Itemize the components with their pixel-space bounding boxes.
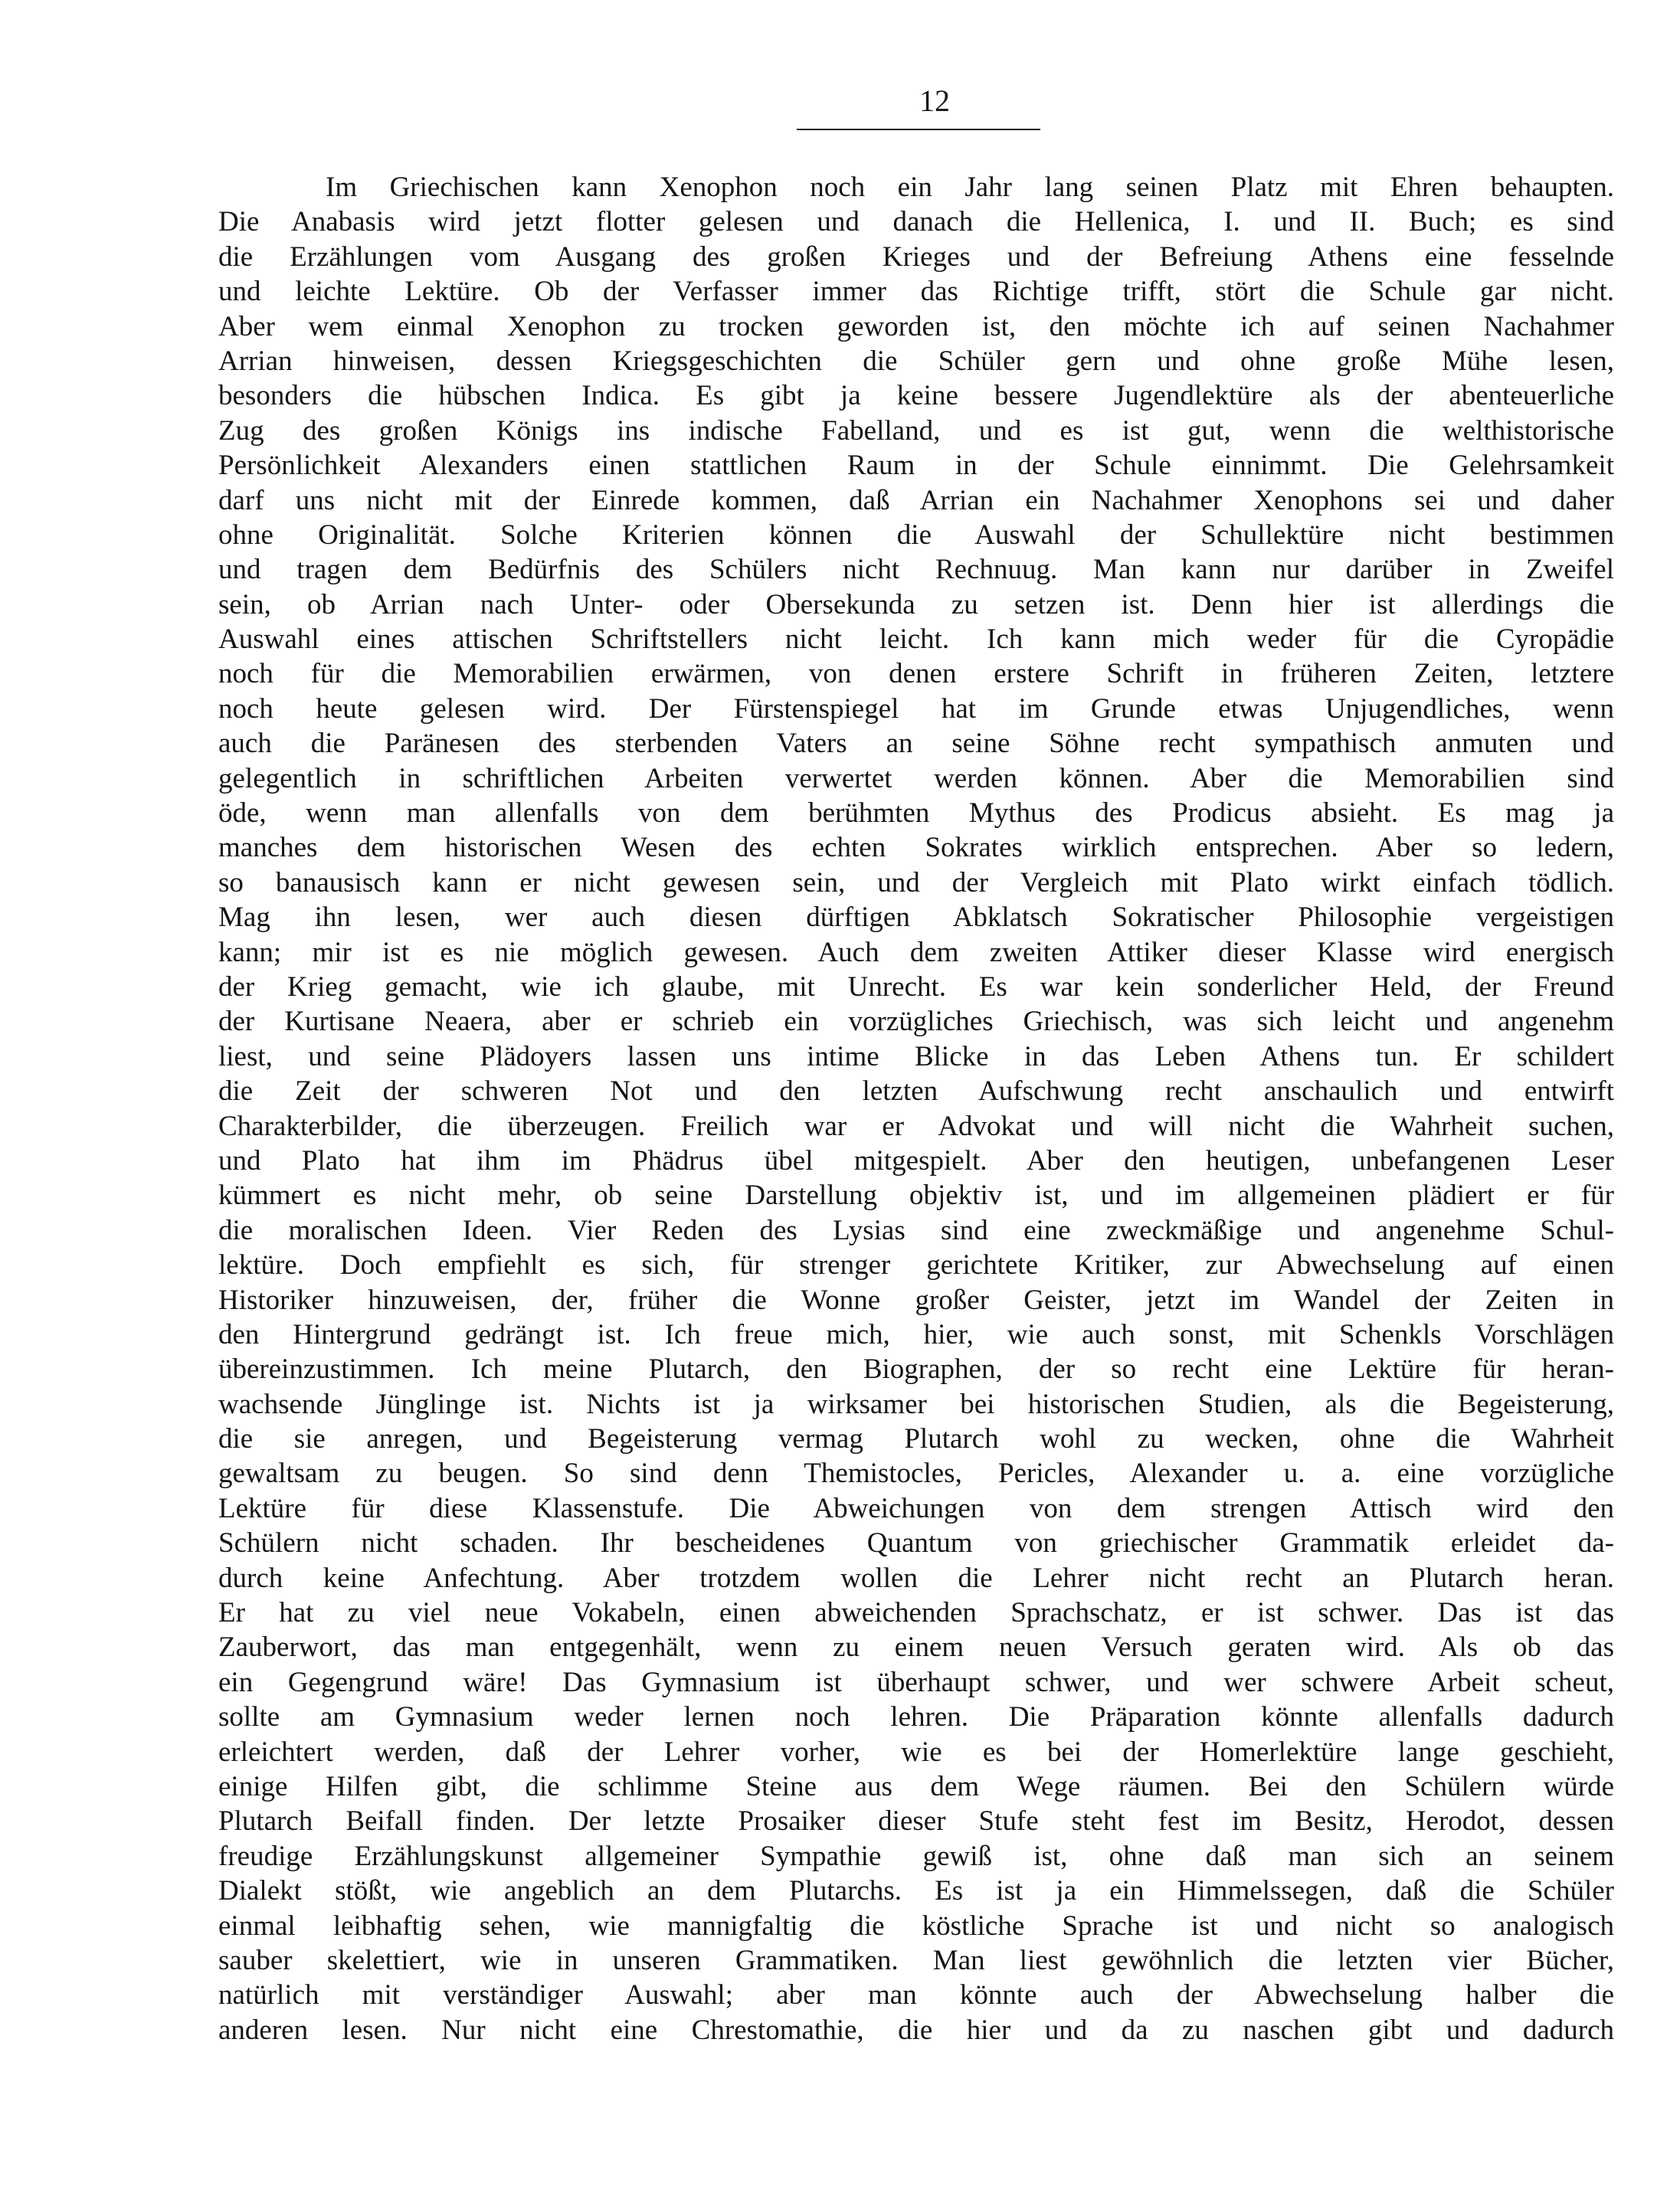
text-line: gelegentlich in schriftlichen Arbeiten verwertet werden können. Aber die Memorabilien sind bbox=[218, 762, 1614, 794]
text-line: freudige Erzählungskunst allgemeiner Sympathie gewiß ist, ohne daß man sich an seinem bbox=[218, 1840, 1614, 1872]
text-line: anderen lesen. Nur nicht eine Chrestomathie, die hier und da zu naschen gibt und dadurch bbox=[218, 2014, 1614, 2046]
text-line: die sie anregen, und Begeisterung vermag Plutarch wohl zu wecken, ohne die Wahrheit bbox=[218, 1423, 1614, 1455]
text-line: übereinzustimmen. Ich meine Plutarch, den Biographen, der so recht eine Lektüre für heran- bbox=[218, 1353, 1614, 1386]
text-line: manches dem historischen Wesen des echten Sokrates wirklich entsprechen. Aber so ledern, bbox=[218, 832, 1614, 864]
text-line: Historiker hinzuweisen, der, früher die Wonne großer Geister, jetzt im Wandel der Zeiten in bbox=[218, 1284, 1614, 1316]
text-line: Zauberwort, das man entgegenhält, wenn zu einem neuen Versuch geraten wird. Als ob das bbox=[218, 1632, 1614, 1664]
text-line: auch die Paränesen des sterbenden Vaters an seine Söhne recht sympathisch anmuten und bbox=[218, 728, 1614, 760]
text-line: die moralischen Ideen. Vier Reden des Lysias sind eine zweckmäßige und angenehme Schul- bbox=[218, 1214, 1614, 1246]
text-line: ohne Originalität. Solche Kriterien können die Auswahl der Schullektüre nicht bestimmen bbox=[218, 519, 1614, 551]
text-line: Arrian hinweisen, dessen Kriegsgeschichten die Schüler gern und ohne große Mühe lesen, bbox=[218, 345, 1614, 377]
text-line: der Kurtisane Neaera, aber er schrieb ein vorzügliches Griechisch, was sich leicht und angenehm bbox=[218, 1006, 1614, 1038]
text-line: lektüre. Doch empfiehlt es sich, für strenger gerichtete Kritiker, zur Abwechselung auf einen bbox=[218, 1249, 1614, 1281]
text-line: der Krieg gemacht, wie ich glaube, mit Unrecht. Es war kein sonderlicher Held, der Freund bbox=[218, 970, 1614, 1003]
text-line: besonders die hübschen Indica. Es gibt ja keine bessere Jugendlektüre als der abenteuerliche bbox=[218, 380, 1614, 412]
text-line: erleichtert werden, daß der Lehrer vorher, wie es bei der Homerlektüre lange geschieht, bbox=[218, 1736, 1614, 1768]
text-line: sein, ob Arrian nach Unter- oder Obersekunda zu setzen ist. Denn hier ist allerdings die bbox=[218, 588, 1614, 620]
text-line: Die Anabasis wird jetzt flotter gelesen und danach die Hellenica, I. und II. Buch; es sind bbox=[218, 206, 1614, 238]
text-line: liest, und seine Plädoyers lassen uns intime Blicke in das Leben Athens tun. Er schildert bbox=[218, 1040, 1614, 1072]
text-line: die Erzählungen vom Ausgang des großen Krieges und der Befreiung Athens eine fesselnde bbox=[218, 241, 1614, 273]
text-line: Charakterbilder, die überzeugen. Freilich war er Advokat und will nicht die Wahrheit suchen, bbox=[218, 1110, 1614, 1142]
text-line: Persönlichkeit Alexanders einen stattlichen Raum in der Schule einnimmt. Die Gelehrsamkeit bbox=[218, 450, 1614, 482]
text-line: durch keine Anfechtung. Aber trotzdem wollen die Lehrer nicht recht an Plutarch heran. bbox=[218, 1562, 1614, 1594]
text-line: so banausisch kann er nicht gewesen sein, und der Vergleich mit Plato wirkt einfach tödlich. bbox=[218, 866, 1614, 898]
text-line: kann; mir ist es nie möglich gewesen. Auch dem zweiten Attiker dieser Klasse wird energisch bbox=[218, 936, 1614, 968]
text-line: Auswahl eines attischen Schriftstellers nicht leicht. Ich kann mich weder für die Cyropädie bbox=[218, 624, 1614, 656]
text-line: wachsende Jünglinge ist. Nichts ist ja wirksamer bei historischen Studien, als die Begeisterung, bbox=[218, 1388, 1614, 1420]
text-line: und leichte Lektüre. Ob der Verfasser immer das Richtige trifft, stört die Schule gar nicht. bbox=[218, 276, 1614, 308]
text-line: sauber skelettiert, wie in unseren Grammatiken. Man liest gewöhnlich die letzten vier Bücher, bbox=[218, 1944, 1614, 1976]
text-line: Plutarch Beifall finden. Der letzte Prosaiker dieser Stufe steht fest im Besitz, Herodot, dessen bbox=[218, 1805, 1614, 1838]
text-line: einmal leibhaftig sehen, wie mannigfaltig die köstliche Sprache ist und nicht so analogisch bbox=[218, 1910, 1614, 1942]
text-line: Lektüre für diese Klassenstufe. Die Abweichungen von dem strengen Attisch wird den bbox=[218, 1492, 1614, 1524]
text-line: darf uns nicht mit der Einrede kommen, daß Arrian ein Nachahmer Xenophons sei und daher bbox=[218, 484, 1614, 516]
text-line: natürlich mit verständiger Auswahl; aber man könnte auch der Abwechselung halber die bbox=[218, 1979, 1614, 2011]
text-line: die Zeit der schweren Not und den letzten Aufschwung recht anschaulich und entwirft bbox=[218, 1075, 1614, 1108]
text-line: und Plato hat ihm im Phädrus übel mitgespielt. Aber den heutigen, unbefangenen Leser bbox=[218, 1144, 1614, 1177]
text-line: Im Griechischen kann Xenophon noch ein Jahr lang seinen Platz mit Ehren behaupten. bbox=[326, 172, 1614, 203]
text-line: und tragen dem Bedürfnis des Schülers nicht Rechnuug. Man kann nur darüber in Zweifel bbox=[218, 554, 1614, 586]
body-text bbox=[218, 170, 1614, 2047]
text-line: Er hat zu viel neue Vokabeln, einen abweichenden Sprachschatz, er ist schwer. Das ist das bbox=[218, 1597, 1614, 1629]
text-line: Dialekt stößt, wie angeblich an dem Plutarchs. Es ist ja ein Himmelssegen, daß die Schüler bbox=[218, 1875, 1614, 1907]
header-rule bbox=[797, 129, 1040, 130]
text-line: einige Hilfen gibt, die schlimme Steine aus dem Wege räumen. Bei den Schülern würde bbox=[218, 1770, 1614, 1802]
text-line: kümmert es nicht mehr, ob seine Darstellung objektiv ist, und im allgemeinen plädiert er für bbox=[218, 1180, 1614, 1212]
text-line: den Hintergrund gedrängt ist. Ich freue mich, hier, wie auch sonst, mit Schenkls Vorschlägen bbox=[218, 1318, 1614, 1350]
text-line: Schülern nicht schaden. Ihr bescheidenes Quantum von griechischer Grammatik erleidet da- bbox=[218, 1527, 1614, 1560]
text-line: Mag ihn lesen, wer auch diesen dürftigen Abklatsch Sokratischer Philosophie vergeistigen bbox=[218, 902, 1614, 934]
text-line: ein Gegengrund wäre! Das Gymnasium ist überhaupt schwer, und wer schwere Arbeit scheut, bbox=[218, 1666, 1614, 1698]
text-line: noch für die Memorabilien erwärmen, von denen erstere Schrift in früheren Zeiten, letztere bbox=[218, 658, 1614, 690]
text-line: noch heute gelesen wird. Der Fürstenspiegel hat im Grunde etwas Unjugendliches, wenn bbox=[218, 692, 1614, 725]
page-number: 12 bbox=[919, 83, 950, 118]
text-line: sollte am Gymnasium weder lernen noch lehren. Die Präparation könnte allenfalls dadurch bbox=[218, 1701, 1614, 1733]
text-line: Zug des großen Königs ins indische Fabelland, und es ist gut, wenn die welthistorische bbox=[218, 414, 1614, 447]
text-line: gewaltsam zu beugen. So sind denn Themistocles, Pericles, Alexander u. a. eine vorzügliche bbox=[218, 1458, 1614, 1490]
text-line: Aber wem einmal Xenophon zu trocken geworden ist, den möchte ich auf seinen Nachahmer bbox=[218, 310, 1614, 342]
text-line: öde, wenn man allenfalls von dem berühmten Mythus des Prodicus absieht. Es mag ja bbox=[218, 797, 1614, 830]
